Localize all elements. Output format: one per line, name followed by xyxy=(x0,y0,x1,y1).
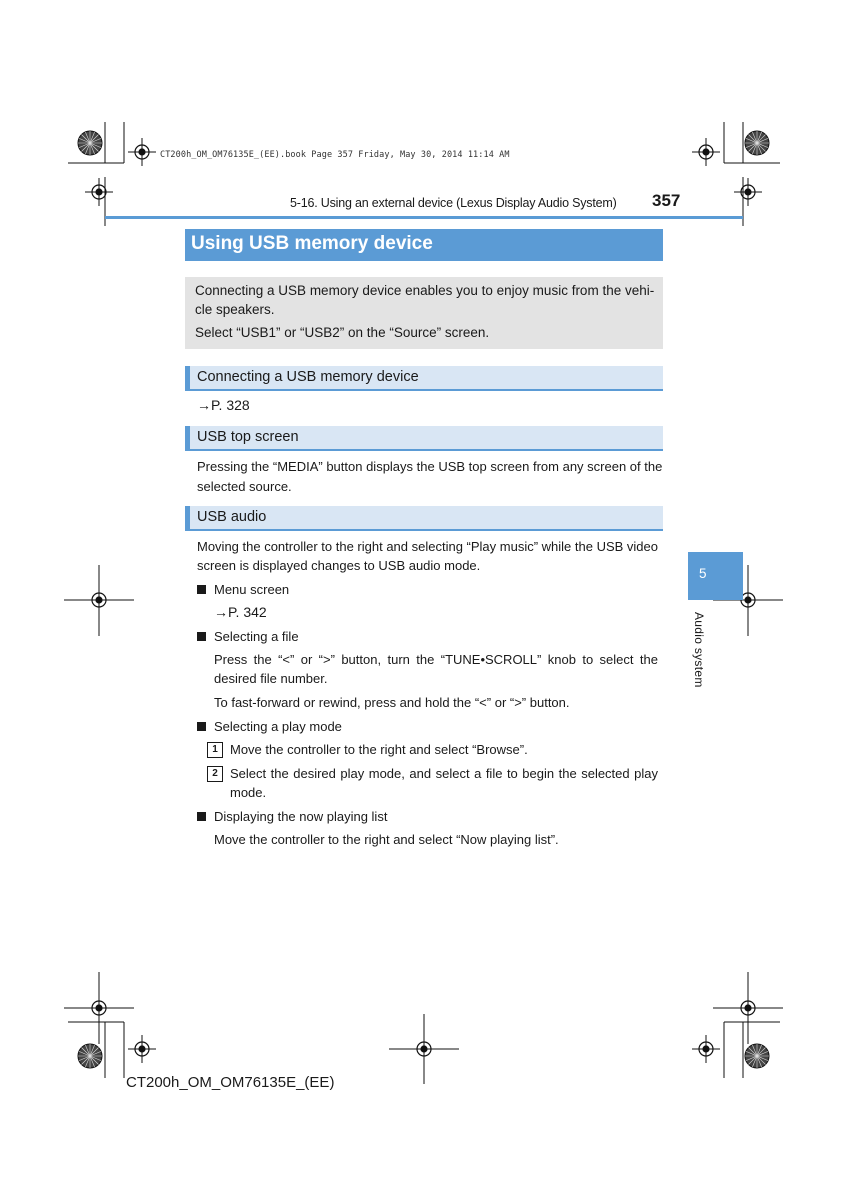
step-text: Select the desired play mode, and select a file to begin the selected play xyxy=(230,766,658,781)
running-head: 5-16. Using an external device (Lexus Display Audio System) xyxy=(290,196,617,210)
intro-box xyxy=(185,277,663,349)
footer-doc-code: CT200h_OM_OM76135E_(EE) xyxy=(126,1074,335,1091)
subheading-label: USB audio xyxy=(197,509,267,525)
bullet-label: Selecting a file xyxy=(214,629,299,644)
bullet-label: Displaying the now playing list xyxy=(214,809,388,824)
body-text: Moving the controller to the right and selecting “Play music” while the USB video xyxy=(197,539,658,554)
step-text: mode. xyxy=(230,785,267,800)
square-bullet-icon xyxy=(197,632,206,641)
step-number-1: 1 xyxy=(207,742,223,758)
square-bullet-icon xyxy=(197,722,206,731)
subheading-usb-audio xyxy=(185,506,663,531)
intro-line: Select “USB1” or “USB2” on the “Source” screen. xyxy=(195,325,490,340)
body-text: selected source. xyxy=(197,479,292,494)
subheading-label: USB top screen xyxy=(197,429,299,445)
subheading-label: Connecting a USB memory device xyxy=(197,369,419,385)
chapter-tab xyxy=(688,552,743,600)
step-number-2: 2 xyxy=(207,766,223,782)
bullet-selecting-file xyxy=(197,627,299,647)
header-rule xyxy=(105,216,743,219)
section-title: Using USB memory device xyxy=(191,233,433,254)
page-reference: →P. 328 xyxy=(197,397,250,413)
body-text: To fast-forward or rewind, press and hold the “<” or “>” button. xyxy=(214,695,570,710)
subheading-top-screen xyxy=(185,426,663,451)
body-text: screen is displayed changes to USB audio mode. xyxy=(197,558,481,573)
page-reference: →P. 342 xyxy=(214,604,267,620)
section-title-bar xyxy=(185,229,663,261)
body-text: Pressing the “MEDIA” button displays the USB top screen from any screen of the xyxy=(197,459,663,474)
print-info: CT200h_OM_OM76135E_(EE).book Page 357 Friday, May 30, 2014 11:14 AM xyxy=(160,150,510,160)
chapter-number: 5 xyxy=(699,566,707,581)
subheading-connecting xyxy=(185,366,663,391)
chapter-label: Audio system xyxy=(692,612,706,688)
bullet-now-playing xyxy=(197,807,387,827)
step-text: Move the controller to the right and select “Browse”. xyxy=(230,742,528,757)
intro-line: Connecting a USB memory device enables you to enjoy music from the vehi- xyxy=(195,283,655,298)
body-text: Move the controller to the right and select “Now playing list”. xyxy=(214,832,559,847)
body-text: desired file number. xyxy=(214,671,328,686)
intro-line: cle speakers. xyxy=(195,302,275,317)
page-number: 357 xyxy=(652,191,681,210)
body-text: Press the “<” or “>” button, turn the “TUNE•SCROLL” knob to select the xyxy=(214,652,658,667)
square-bullet-icon xyxy=(197,585,206,594)
square-bullet-icon xyxy=(197,812,206,821)
bullet-menu-screen xyxy=(197,580,289,600)
bullet-label: Selecting a play mode xyxy=(214,719,342,734)
bullet-play-mode xyxy=(197,717,342,737)
bullet-label: Menu screen xyxy=(214,582,290,597)
